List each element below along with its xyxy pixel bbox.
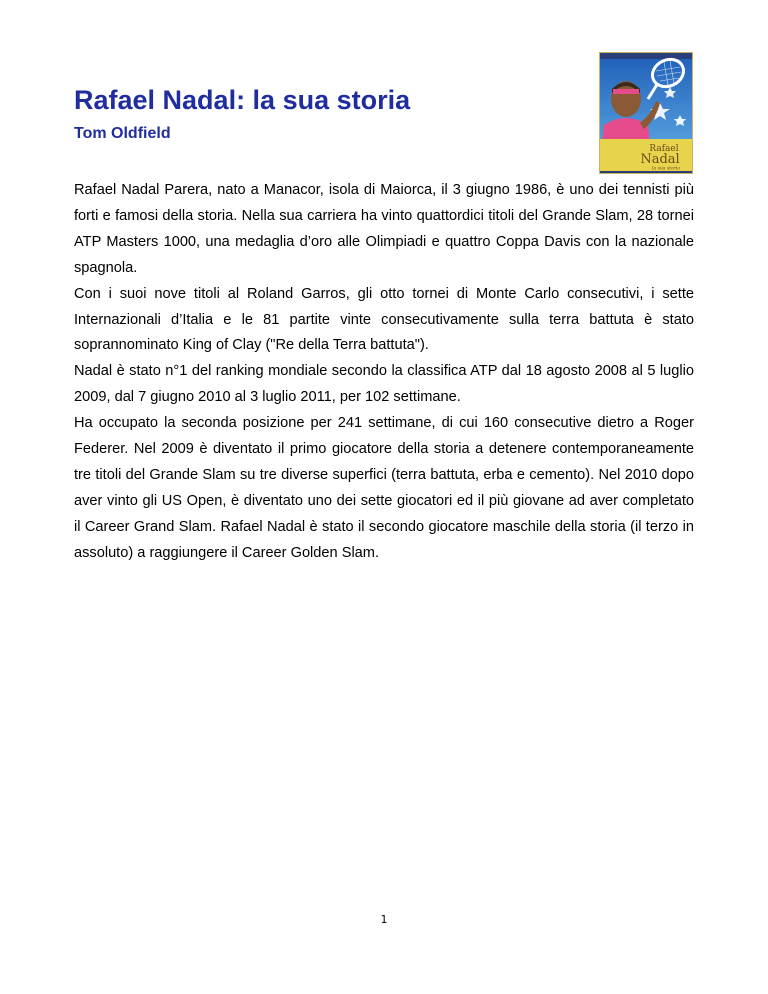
document-author: Tom Oldfield: [74, 125, 171, 142]
paragraph: Con i suoi nove titoli al Roland Garros, gli otto tornei di Monte Carlo consecutivi, i sette Internazionali d’Italia e le 81 partite vinte consecutivamente sulla terra battuta è stato soprannominato King of Clay ("Re della Terra battuta").: [74, 285, 694, 354]
paragraph: Nadal è stato n°1 del ranking mondiale secondo la classifica ATP dal 18 agosto 2008 al 5 luglio 2009, dal 7 giugno 2010 al 3 luglio 2011, per 102 settimane.: [74, 363, 694, 406]
book-cover-image: [599, 52, 693, 174]
paragraph: Ha occupato la seconda posizione per 241 settimane, di cui 160 consecutive dietro a Roger Federer. Nel 2009 è diventato il primo giocatore della storia a detenere contemporaneamente tre titoli del Grande Slam su tre diverse superfici (terra battuta, erba e cemento). Nel 2010 dopo aver vinto gli US Open, è diventato uno dei sette giocatori ed il più giovane ad aver completato il Career Grand Slam. Rafael Nadal è stato il secondo giocatore maschile della storia (il terzo in assoluto) a raggiungere il Career Golden Slam.: [74, 415, 694, 561]
cover-title-line1: Rafael: [649, 144, 679, 154]
paragraph: Rafael Nadal Parera, nato a Manacor, isola di Maiorca, il 3 giugno 1986, è uno dei tennisti più forti e famosi della storia. Nella sua carriera ha vinto quattordici titoli del Grande Slam, 28 tornei ATP Masters 1000, una medaglia d’oro alle Olimpiadi e quattro Coppa Davis con la nazionale spagnola.: [74, 182, 694, 276]
page-number: 1: [380, 913, 388, 926]
document-body: [74, 178, 694, 567]
cover-subtitle: la sua storia: [652, 166, 680, 172]
cover-title-line2: Nadal: [640, 152, 680, 167]
document-title: Rafael Nadal: la sua storia: [74, 85, 411, 115]
